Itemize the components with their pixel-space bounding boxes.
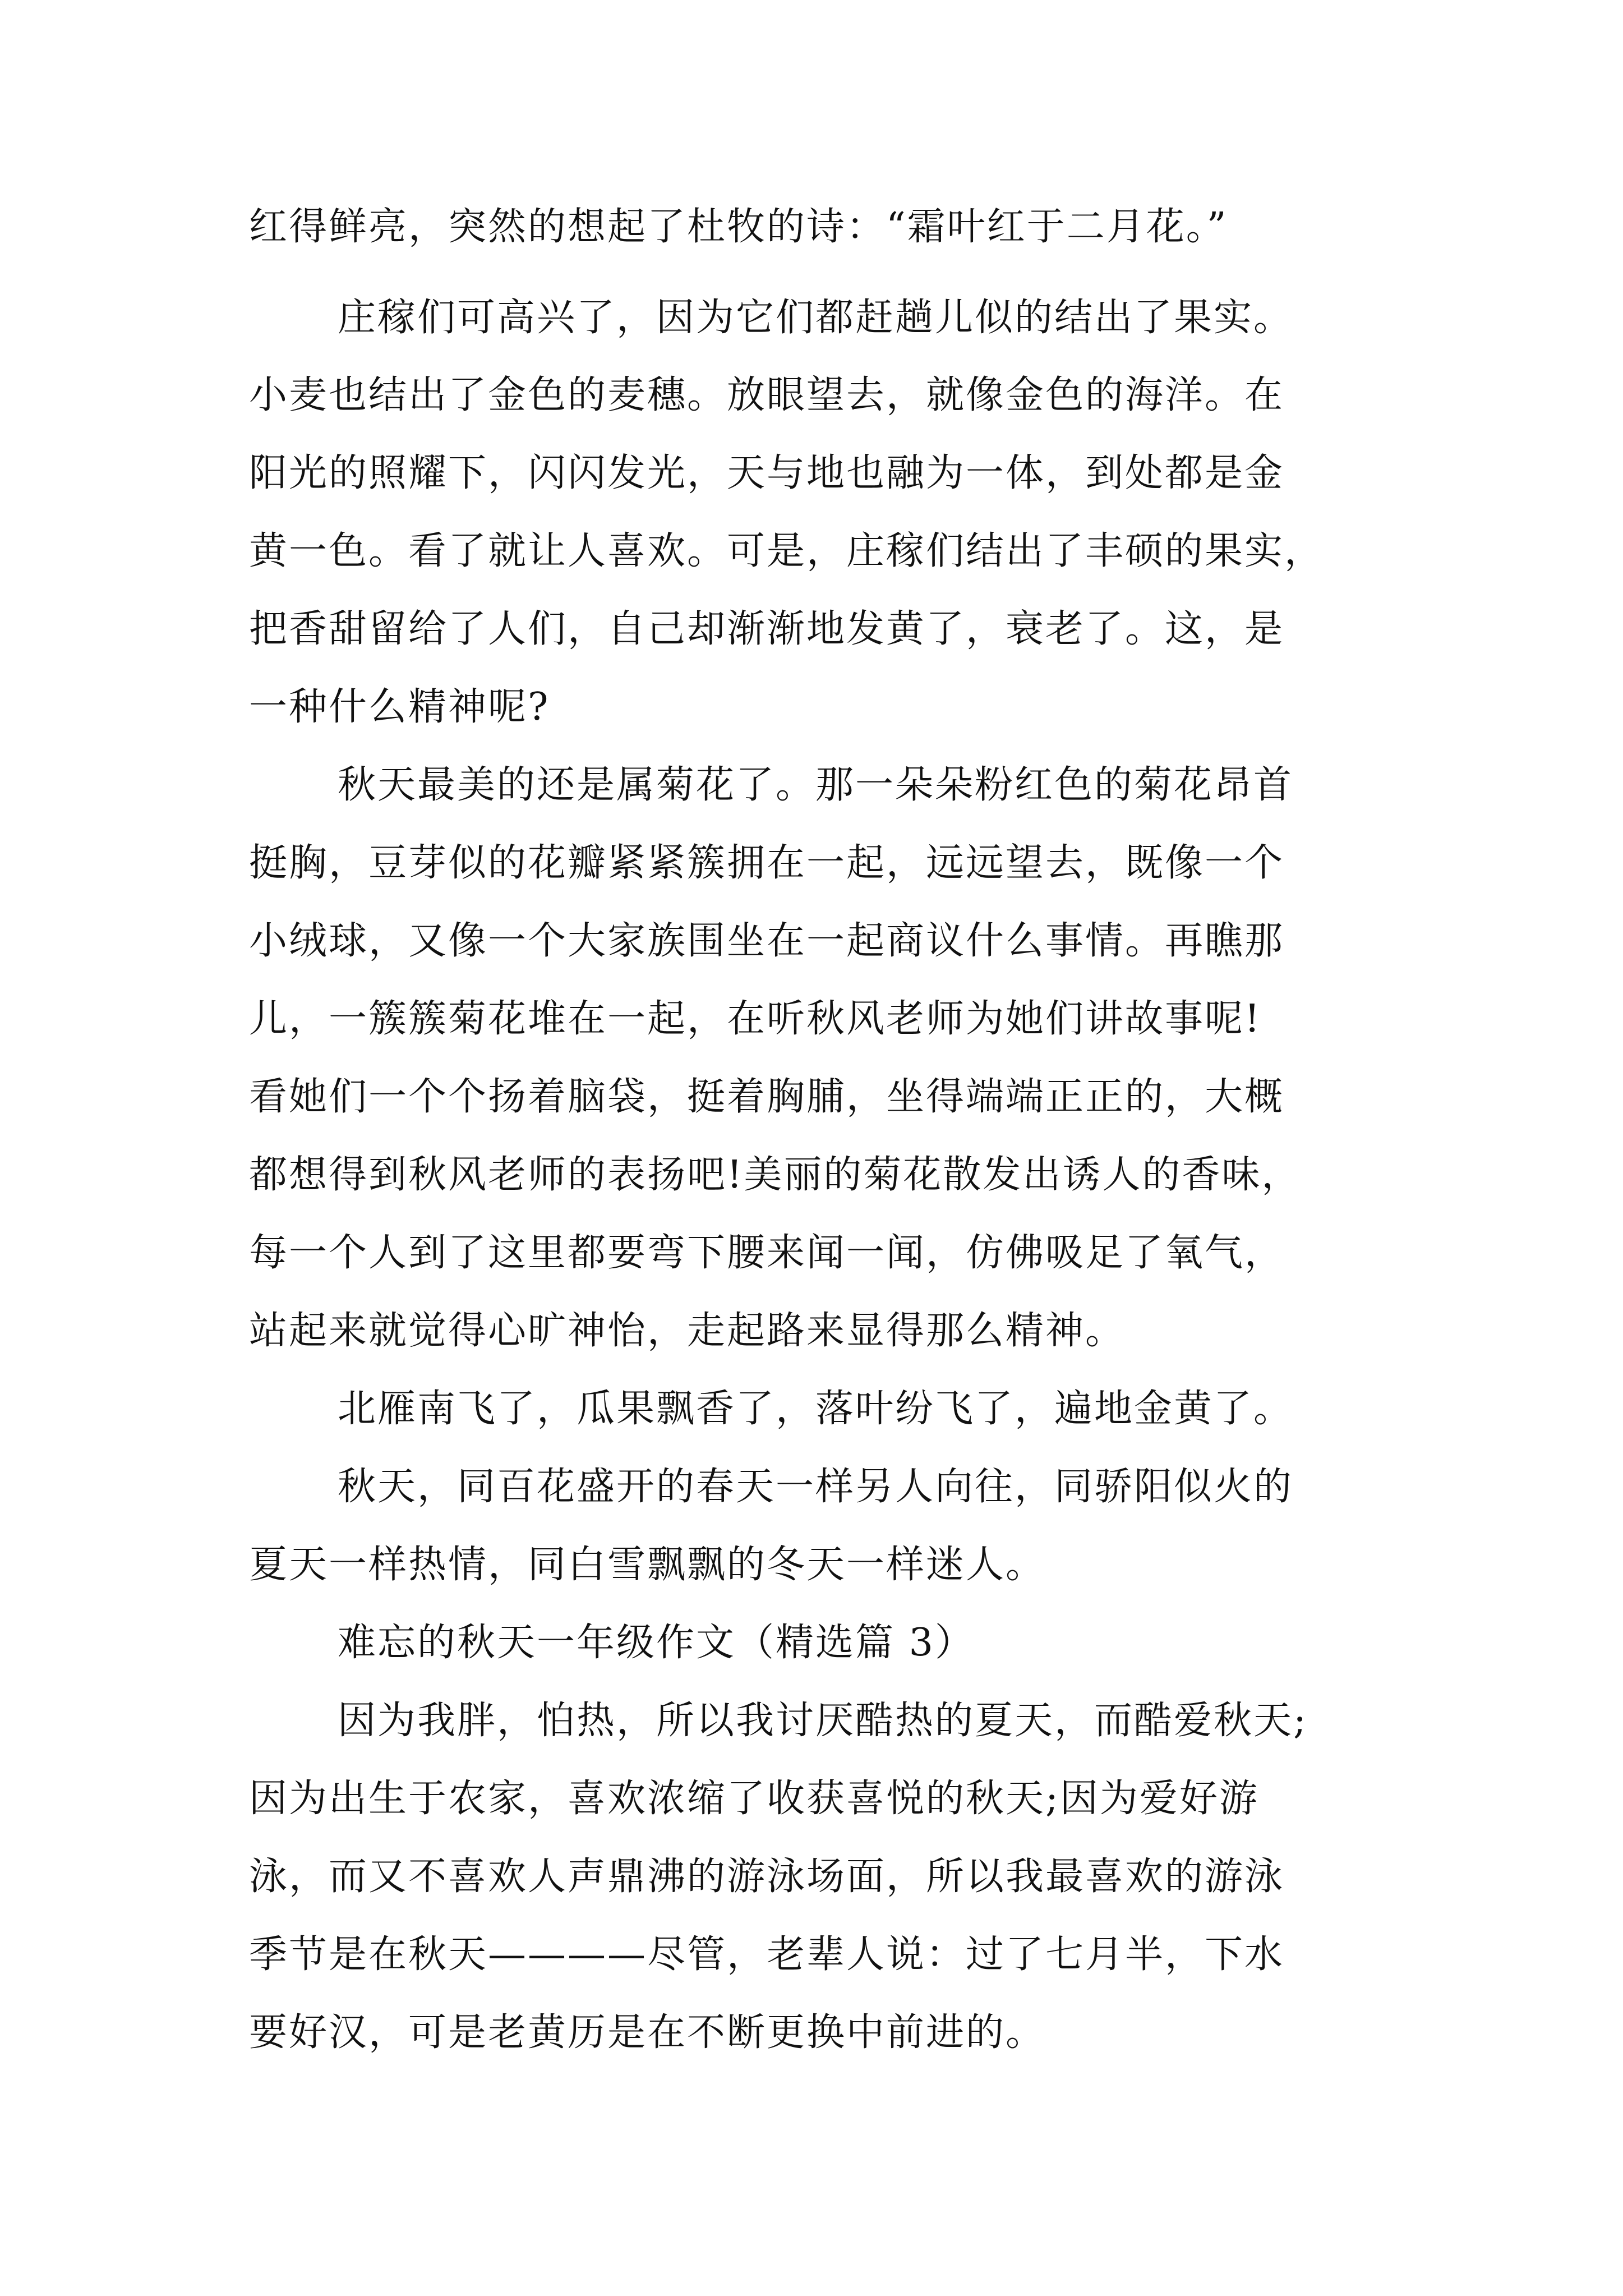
text-line: 因为出生于农家，喜欢浓缩了收获喜悦的秋天;因为爱好游 (249, 1777, 1259, 1821)
text-line: 小绒球，又像一个大家族围坐在一起商议什么事情。再瞧那 (249, 919, 1285, 963)
paragraph-start-line: 北雁南飞了，瓜果飘香了，落叶纷飞了，遍地金黄了。 (338, 1387, 1294, 1431)
text-line: 每一个人到了这里都要弯下腰来闻一闻，仿佛吸足了氧气， (249, 1231, 1285, 1275)
paragraph-start-line: 因为我胖，怕热，所以我讨厌酷热的夏天，而酷爱秋天; (338, 1699, 1308, 1743)
paragraph-start-line: 秋天，同百花盛开的春天一样另人向往，同骄阳似火的 (338, 1465, 1294, 1509)
text-line: 季节是在秋天————尽管，老辈人说：过了七月半，下水 (249, 1932, 1285, 1977)
text-line: 站起来就觉得心旷神怡，走起路来显得那么精神。 (249, 1309, 1126, 1353)
section-heading: 难忘的秋天一年级作文（精选篇 3） (338, 1621, 975, 1665)
paragraph-start-line: 秋天最美的还是属菊花了。那一朵朵粉红色的菊花昂首 (338, 763, 1294, 807)
paragraph-start-line: 庄稼们可高兴了，因为它们都赶趟儿似的结出了果实。 (338, 296, 1294, 340)
text-line: 看她们一个个扬着脑袋，挺着胸脯，坐得端端正正的，大概 (249, 1075, 1285, 1119)
text-line: 黄一色。看了就让人喜欢。可是，庄稼们结出了丰硕的果实， (249, 529, 1325, 573)
text-line: 夏天一样热情，同白雪飘飘的冬天一样迷人。 (249, 1543, 1046, 1587)
text-line: 泳，而又不喜欢人声鼎沸的游泳场面，所以我最喜欢的游泳 (249, 1855, 1285, 1899)
text-line: 小麦也结出了金色的麦穗。放眼望去，就像金色的海洋。在 (249, 373, 1285, 417)
text-line: 把香甜留给了人们，自己却渐渐地发黄了，衰老了。这，是 (249, 607, 1285, 651)
text-line: 挺胸，豆芽似的花瓣紧紧簇拥在一起，远远望去，既像一个 (249, 841, 1285, 885)
text-line: 阳光的照耀下，闪闪发光，天与地也融为一体，到处都是金 (249, 451, 1285, 495)
text-line: 都想得到秋风老师的表扬吧!美丽的菊花散发出诱人的香味， (249, 1153, 1302, 1197)
text-line: 要好汉，可是老黄历是在不断更换中前进的。 (249, 2010, 1046, 2055)
text-line: 红得鲜亮，突然的想起了杜牧的诗：“霜叶红于二月花。” (249, 205, 1228, 249)
text-line: 一种什么精神呢? (249, 685, 550, 729)
text-line: 儿，一簇簇菊花堆在一起，在听秋风老师为她们讲故事呢! (249, 997, 1262, 1041)
